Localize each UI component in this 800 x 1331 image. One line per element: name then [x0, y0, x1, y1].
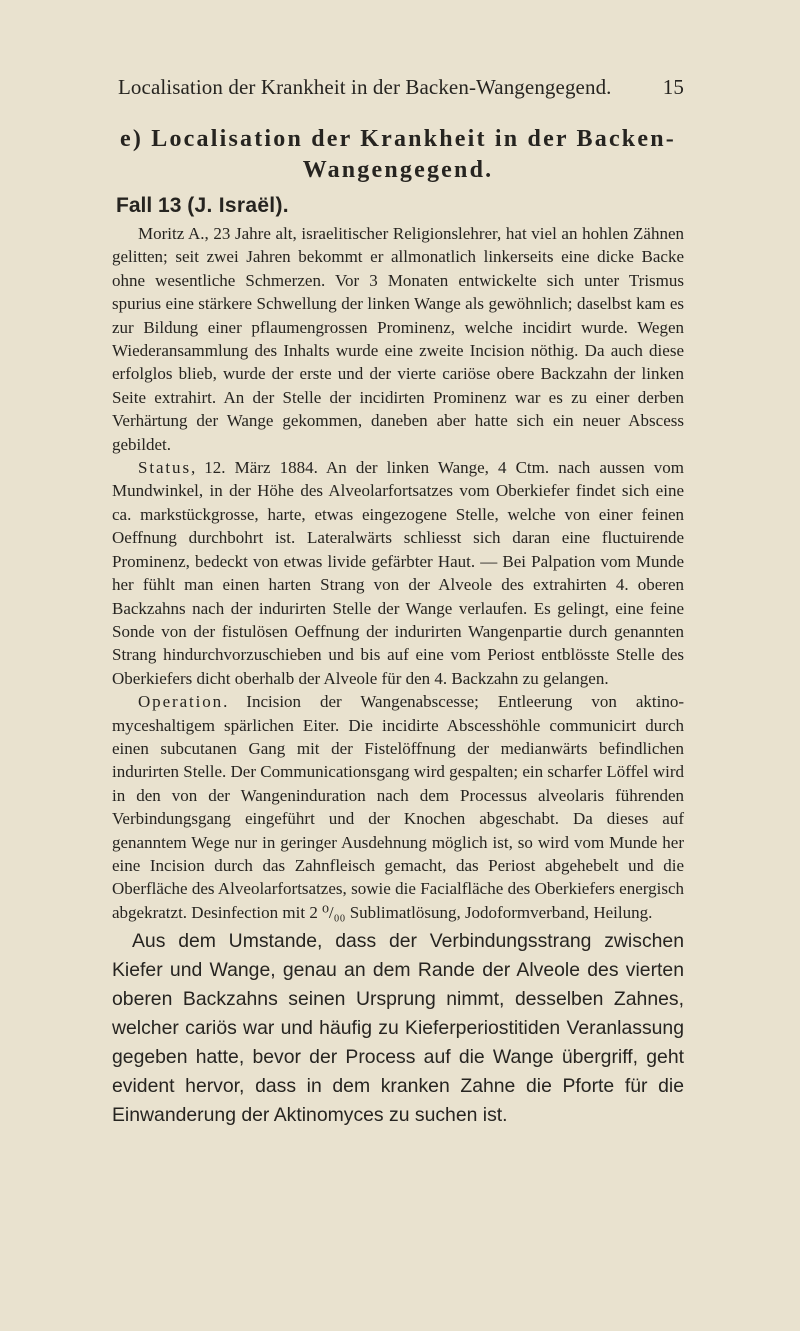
section-title	[112, 124, 684, 186]
case-label: Fall 13	[116, 194, 182, 217]
case-heading	[116, 193, 684, 219]
page-body	[112, 124, 684, 1130]
paragraph-conclusion: Aus dem Umstande, dass der Verbindungsstrang zwischen Kiefer und Wange, genau an dem Rande der Alveole des vierten oberen Backzahns seinen Ursprung nimmt, desselben Zahnes, welcher cariös war und häufig zu Kieferperiostitiden Veranlassung gegeben hatte, bevor der Process auf die Wange übergriff, geht evident hervor, dass in dem kranken Zahne die Pforte für die Einwanderung der Aktinomyces zu suchen ist.	[112, 930, 684, 1127]
paragraph-operation	[112, 690, 684, 924]
running-head	[118, 74, 684, 100]
status-label: Status	[138, 458, 191, 478]
paragraph-status	[112, 456, 684, 690]
section-title-line-1: e) Localisation der Krankheit in der Backen-	[120, 126, 676, 152]
paragraph-anamnesis: Moritz A., 23 Jahre alt, israelitischer Religionslehrer, hat viel an hohlen Zähnen gelitten; seit zwei Jahren bekommt er allmonatlich linkerseits eine dicke Backe ohne wesentliche Schmerzen. Vor 3 Monaten entwickelte sich unter Trismus spurius eine stärkere Schwellung der linken Wange als gewöhnlich; daselbst kam es zur Bildung einer pflaumengrossen Prominenz, welche incidirt wurde. Wegen Wiederansammlung des Inhalts wurde eine zweite Incision nöthig. Da auch diese erfolglos blieb, wurde der erste und der vierte cariöse obere Backzahn der linken Seite extrahirt. An der Stelle der incidirten Prominenz war es zu einer derben Verhärtung der Wange gekommen, daneben aber hatte sich ein neuer Abscess gebildet.	[112, 224, 684, 454]
section-title-line-2: Wangengegend.	[302, 157, 494, 183]
operation-label: Operation	[138, 692, 224, 712]
running-head-title: Localisation der Krankheit in der Backen-Wangengegend.	[118, 75, 612, 99]
status-text: , 12. März 1884. An der linken Wange, 4 Ctm. nach aussen vom Mundwinkel, in der Höhe des Alveolarfortsatzes vom Oberkiefer findet sich eine ca. markstückgrosse, harte, etwas eingezogene Stelle, welche von einer feinen Oeffnung durchbohrt ist. Lateralwärts schliesst sich daran eine fluctuirende Prominenz, bedeckt von etwas livide gefärbter Haut. — Bei Palpation vom Munde her fühlt man einen harten Strang von der Alveole des extrahirten 4. oberen Backzahns nach der indurirten Stelle der Wange verlaufen. Es gelingt, eine feine Sonde von der fistulösen Oeffnung der indurirten Wangenpartie durch genannten Strang hindurchvorzuschieben und bis auf eine vom Periost entblösste Stelle des Oberkiefers dicht oberhalb der Alveole für den 4. Backzahn zu gelangen.	[112, 458, 684, 688]
page-number: 15	[662, 75, 684, 99]
operation-text: . Incision der Wangenabscesse; Entleerung von aktinomyceshaltigem spärlichen Eiter. Die incidirte Abscesshöhle communicirt durch einen subcutanen Gang mit der Fistelöffnung der medianwärts befindlichen indurirten Stelle. Der Communicationsgang wird gespalten; ein scharfer Löffel wird in den von der Wangeninduration nach dem Processus alveolaris führenden Verbindungsgang eingeführt und der Knochen abgeschabt. Da dieses auf genanntem Wege nur in geringer Ausdehnung möglich ist, so wird vom Munde her eine Incision durch das Zahnfleisch gemacht, das Periost abgehebelt und die Oberfläche des Alveolarfortsatzes, sowie die Facialfläche des Oberkiefers energisch abgekratzt. Desinfection mit 2 ⁰/₀₀ Sublimatlösung, Jodoformverband, Heilung.	[112, 692, 684, 922]
case-author: (J. Israël).	[187, 194, 289, 217]
